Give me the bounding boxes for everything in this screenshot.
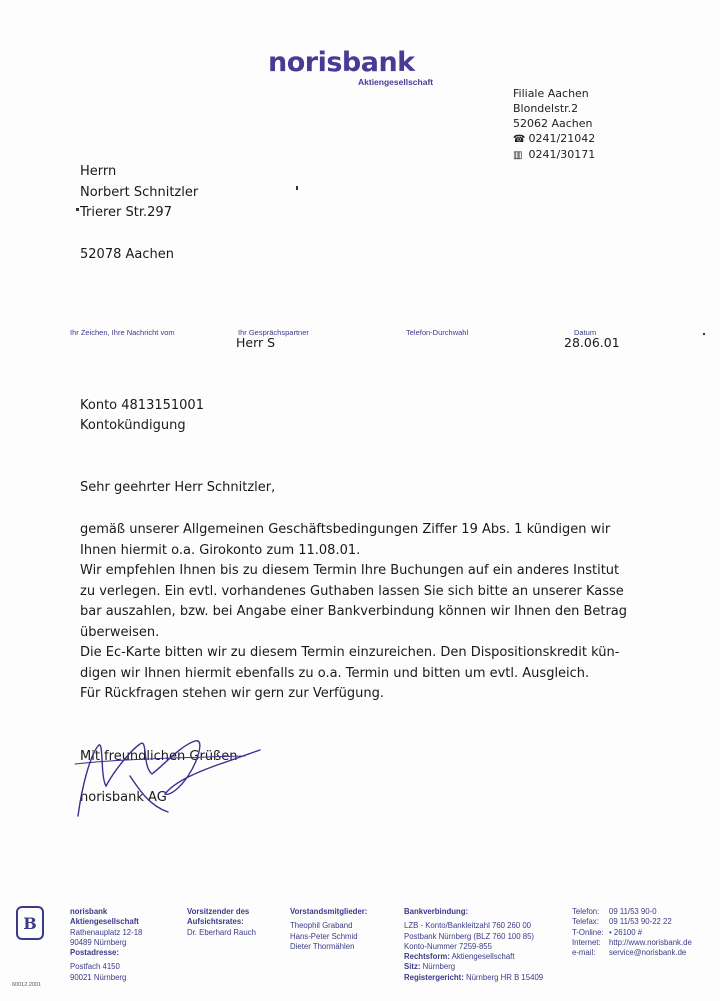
recipient-street: Trierer Str.297	[80, 205, 172, 220]
subject-block	[80, 396, 204, 436]
letter-closing: Mit freundlichen Grüßen	[80, 749, 238, 764]
footer-board-chair-column	[187, 907, 256, 938]
norisbank-emblem-icon: B	[16, 906, 44, 940]
body-line: Für Rückfragen stehen wir gern zur Verfügung.	[80, 686, 384, 701]
recipient-salutation: Herrn	[80, 164, 117, 179]
body-line: überweisen.	[80, 624, 160, 640]
branch-name: Filiale Aachen	[513, 87, 589, 100]
logo-wordmark: norisbank	[268, 47, 415, 78]
recipient-name: Norbert Schnitzler	[80, 184, 199, 200]
logo-subtitle: Aktiengesellschaft	[358, 77, 434, 87]
footer-chair-title: Vorsitzender des	[187, 907, 250, 916]
scan-speck	[703, 333, 705, 335]
footer-telephone: Telefon: 09 11/53 90-0	[572, 907, 657, 916]
footer-postal-label: Postadresse:	[70, 948, 119, 958]
footer-bank-line: LZB - Konto/Bankleitzahl 760 260 00	[404, 921, 532, 931]
branch-phone-row	[513, 131, 595, 147]
letter-salutation: Sehr geehrter Herr Schnitzler,	[80, 480, 276, 495]
body-line: Die Ec-Karte bitten wir zu diesem Termin einzureichen. Den Dispositionskredit kün-	[80, 645, 620, 660]
footer-bank-line: Konto-Nummer 7259-855	[404, 941, 492, 951]
scan-speck	[296, 186, 298, 190]
branch-address	[513, 86, 595, 163]
phone-extension-label: Telefon-Durchwahl	[406, 328, 469, 337]
body-line: zu verlegen. Ein evtl. vorhandenes Guthaben lassen Sie sich bitte an unserer Kasse	[80, 583, 624, 599]
footer-legal-form: Rechtsform: Aktiengesellschaft	[404, 952, 515, 962]
contact-person-value: Herr S	[236, 335, 276, 350]
footer-board-column	[290, 907, 367, 952]
footer-company-column	[70, 907, 142, 983]
body-line: bar auszahlen, bzw. bei Angabe einer Bankverbindung können wir Ihnen den Betrag	[80, 604, 628, 619]
footer-bank-line: Postbank Nürnberg (BLZ 760 100 85)	[404, 931, 535, 941]
recipient-city: 52078 Aachen	[80, 246, 174, 262]
footer-chair-title-2: Aufsichtsrates:	[187, 917, 244, 927]
handwritten-signature	[70, 716, 270, 826]
footer-telefax: Telefax: 09 11/53 90-22 22	[572, 917, 672, 927]
footer-postbox: Postfach 4150	[70, 962, 120, 972]
footer-street: Rathenauplatz 12-18	[70, 927, 143, 937]
sender-company: norisbank AG	[80, 790, 167, 805]
recipient-address	[80, 162, 198, 265]
footer-board-member: Dieter Thormählen	[290, 941, 355, 951]
footer-register: Registergericht: Nürnberg HR B 15409	[404, 972, 544, 982]
footer-email: e-mail: service@norisbank.de	[572, 948, 687, 958]
letter-body	[80, 520, 650, 705]
footer-bank-column	[404, 907, 543, 983]
footer-board-member: Hans-Peter Schmid	[290, 931, 358, 941]
form-code: 60012.2001	[12, 982, 42, 988]
footer-internet: Internet: http://www.norisbank.de	[572, 937, 692, 947]
date-label: Datum	[574, 328, 597, 337]
norisbank-logo	[268, 47, 443, 87]
branch-phone: 0241/21042	[528, 132, 596, 145]
body-line: Ihnen hiermit o.a. Girokonto zum 11.08.01.	[80, 542, 361, 558]
footer-city: 90489 Nürnberg	[70, 937, 127, 947]
footer-board-title: Vorstandsmitglieder:	[290, 907, 368, 916]
date-value: 28.06.01	[564, 335, 620, 350]
footer-postal-city: 90021 Nürnberg	[70, 972, 127, 982]
scan-speck	[76, 208, 79, 211]
footer-company-name: norisbank	[70, 907, 108, 916]
telephone-icon: ☎	[513, 134, 526, 145]
your-reference-label: Ihr Zeichen, Ihre Nachricht vom	[70, 328, 175, 337]
footer-bank-title: Bankverbindung:	[404, 907, 469, 916]
branch-street: Blondelstr.2	[513, 102, 579, 115]
footer-board-member: Theophil Graband	[290, 921, 353, 931]
branch-fax: 0241/30171	[528, 148, 596, 161]
body-line: Wir empfehlen Ihnen bis zu diesem Termin Ihre Buchungen auf ein anderes Institut	[80, 563, 620, 578]
footer-company-form: Aktiengesellschaft	[70, 917, 139, 927]
footer-seat: Sitz: Nürnberg	[404, 962, 456, 972]
fax-icon: ▥	[513, 150, 523, 161]
body-line: gemäß unserer Allgemeinen Geschäftsbedingungen Ziffer 19 Abs. 1 kündigen wir	[80, 522, 611, 537]
footer-tonline: T-Online: • 26100 #	[572, 927, 643, 937]
subject-title: Kontokündigung	[80, 418, 186, 433]
body-line: digen wir Ihnen hiermit ebenfalls zu o.a. Termin und bitten um evtl. Ausgleich.	[80, 665, 590, 681]
footer-chair-name: Dr. Eberhard Rauch	[187, 927, 256, 937]
contact-person-label: Ihr Gesprächspartner	[238, 328, 309, 337]
branch-city: 52062 Aachen	[513, 117, 593, 130]
branch-fax-row	[513, 147, 595, 163]
footer-contact-column	[572, 907, 692, 958]
account-number: Konto 4813151001	[80, 398, 204, 413]
